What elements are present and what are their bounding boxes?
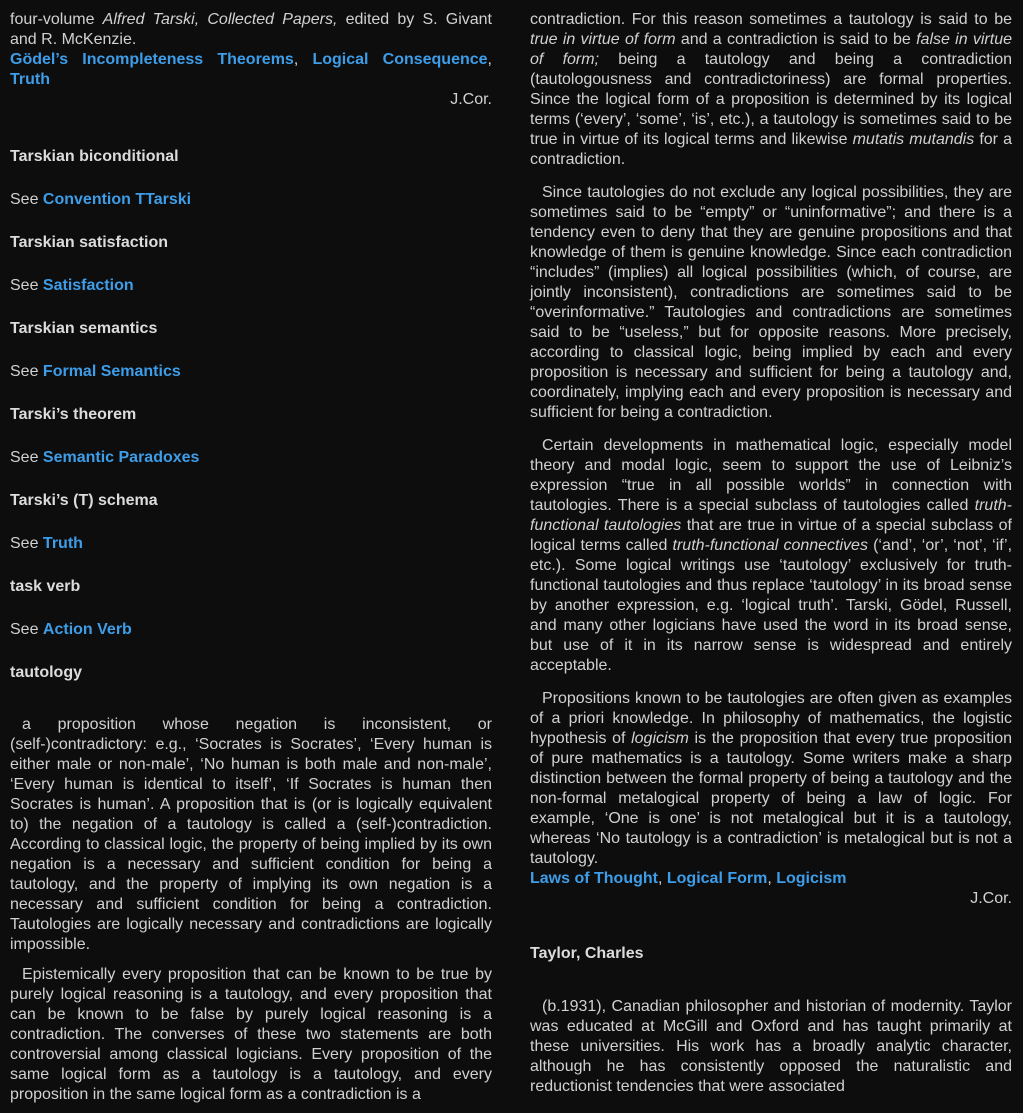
inline-link[interactable]: Logicism [776, 870, 847, 887]
see-link[interactable]: Semantic Paradoxes [42, 449, 200, 466]
author-signature: J.Cor. [450, 91, 492, 108]
entry-see-line [10, 362, 492, 382]
entry-term: tautology [10, 664, 82, 681]
italic-text: Alfred Tarski, Collected Papers, [102, 11, 338, 28]
paragraph: a proposition whose negation is inconsistent, or (self-)contradictory: e.g., ‘Socrates is Socrates’, ‘Every human is either male or non-male’, ‘No human is both male and non-male’, ‘Every human is identical to itself’, ‘If Socrates is human then Socrates is human’. A proposition that is (or is logically equivalent to) the negation of a tautology is called a (self-)contradiction. According to classical logic, the property of being implied by its own negation is a necessary and sufficient condition for being a tautology, and the property of implying its own negation is a necessary and sufficient condition for being a contradiction. Tautologies are logically necessary and contradictions are logically impossible. [10, 716, 492, 953]
entry-see-line [10, 448, 492, 468]
text-segment: , [657, 870, 667, 887]
right-column [530, 10, 1012, 1113]
see-link[interactable]: Truth [42, 535, 83, 552]
italic-text: truth-functional tautologies [530, 497, 1012, 534]
paragraph [530, 10, 1012, 170]
see-link[interactable]: Satisfaction [42, 277, 134, 294]
paragraph [530, 689, 1012, 869]
entry-see-line [10, 534, 492, 554]
entry-term: Tarski’s theorem [10, 406, 137, 423]
inline-link[interactable]: Gödel’s Incompleteness Theorems [10, 51, 294, 68]
text-segment: Certain developments in mathematical logic, especially model theory and modal logic, seem to support the use of Leibniz’s expression “true in all possible worlds” in connection with tautologies. There is a special subclass of tautologies called [530, 437, 1012, 514]
text-segment: that are true in virtue of a special subclass of logical terms called [530, 517, 1012, 554]
see-label: See [10, 191, 39, 208]
text-segment: , [293, 51, 313, 68]
text-segment: , [487, 51, 492, 68]
italic-text: true in virtue of form [530, 31, 676, 48]
italic-text: mutatis mutandis [852, 131, 975, 148]
text-segment: edited by S. Givant and R. McKenzie. [10, 11, 492, 48]
text-segment: for a contradiction. [530, 131, 1012, 168]
entry-see-line [10, 276, 492, 296]
entry-term: Tarskian satisfaction [10, 234, 168, 251]
inline-link[interactable]: Laws of Thought [530, 870, 658, 887]
see-label: See [10, 621, 39, 638]
see-link[interactable]: Action Verb [42, 621, 132, 638]
italic-text: logicism [631, 730, 689, 747]
entry-term: task verb [10, 578, 81, 595]
entry-see-line [10, 190, 492, 210]
text-segment: being a tautology and being a contradiction (tautologousness and contradictoriness) are formal properties. Since the logical form of a proposition is determined by its logical terms (‘every’, ‘some’, ‘is’, etc.), a tautology is sometimes said to be true in virtue of its logical terms and likewise [530, 51, 1013, 148]
left-column [10, 10, 492, 1113]
see-label: See [10, 277, 39, 294]
italic-text: truth-functional connectives [672, 537, 868, 554]
paragraph: Since tautologies do not exclude any logical possibilities, they are sometimes said to be “empty” or “uninformative”; and there is a tendency even to deny that they are genuine propositions and that knowledge of them is genuine knowledge. Since each contradiction “includes” (implies) all logical possibilities (which, of course, are jointly inconsistent), contradictions are sometimes said to be “overinformative.” Tautologies and contradictions are sometimes said to be “useless,” but for opposite reasons. More precisely, according to classical logic, being implied by each and every proposition is necessary and sufficient for being a tautology and, coordinately, implying each and every proposition is necessary and sufficient for being a contradiction. [530, 184, 1012, 421]
entry-term: Taylor, Charles [530, 945, 644, 962]
inline-link[interactable]: Logical Consequence [312, 51, 488, 68]
text-segment: (‘and’, ‘or’, ‘not’, ‘if’, etc.). Some logical writings use ‘tautology’ exclusively for truth-functional tautologies and thus replace ‘tautology’ in its broad sense by another expression, e.g. ‘logical truth’. Tarski, Gödel, Russell, and many other logicians have used the word in its broad sense, but use of it in its narrow sense is widespread and entirely acceptable. [530, 537, 1013, 674]
cross-reference-links [10, 50, 492, 90]
paragraph: Epistemically every proposition that can be known to be true by purely logical reasoning is a tautology, and every proposition that can be known to be false by purely logical reasoning is a contradiction. The converses of these two statements are both controversial among classical logicians. Every proposition of the same logical form as a tautology is a tautology, and every proposition in the same logical form as a contradiction is a [10, 966, 492, 1103]
text-segment: is the proposition that every true proposition of pure mathematics is a tautology. Some writers make a sharp distinction between the formal property of being a tautology and the non-formal metalogical property of being a law of logic. For example, ‘One is one’ is not metalogical but it is a tautology, whereas ‘No tautology is a contradiction’ is metalogical but is not a tautology. [530, 730, 1012, 867]
see-link[interactable]: Convention TTarski [42, 191, 192, 208]
entry-term: Tarskian semantics [10, 320, 158, 337]
text-segment: contradiction. For this reason sometimes a tautology is said to be [530, 11, 1012, 28]
text-segment: , [767, 870, 777, 887]
entry-term: Tarski’s (T) schema [10, 492, 158, 509]
see-label: See [10, 535, 39, 552]
paragraph [530, 436, 1012, 676]
italic-text: false in virtue of form; [530, 31, 1013, 68]
entry-term: Tarskian biconditional [10, 148, 179, 165]
inline-link[interactable]: Truth [10, 71, 50, 88]
see-link[interactable]: Formal Semantics [42, 363, 181, 380]
cross-reference-links [530, 869, 1012, 889]
text-segment: Propositions known to be tautologies are often given as examples of a priori knowledge. In philosophy of mathematics, the logistic hypothesis of [530, 690, 1012, 747]
see-label: See [10, 449, 39, 466]
inline-link[interactable]: Logical Form [666, 870, 768, 887]
intro-paragraph [10, 10, 492, 50]
paragraph: (b.1931), Canadian philosopher and historian of modernity. Taylor was educated at McGill and Oxford and has taught primarily at these universities. His work has a broadly analytic character, although he has consistently opposed the naturalistic and reductionist tendencies that were associated [530, 998, 1012, 1095]
text-segment: and a contradiction is said to be [675, 31, 917, 48]
author-signature: J.Cor. [970, 890, 1012, 907]
entry-see-line [10, 620, 492, 640]
text-segment: four-volume [10, 11, 103, 28]
see-label: See [10, 363, 39, 380]
